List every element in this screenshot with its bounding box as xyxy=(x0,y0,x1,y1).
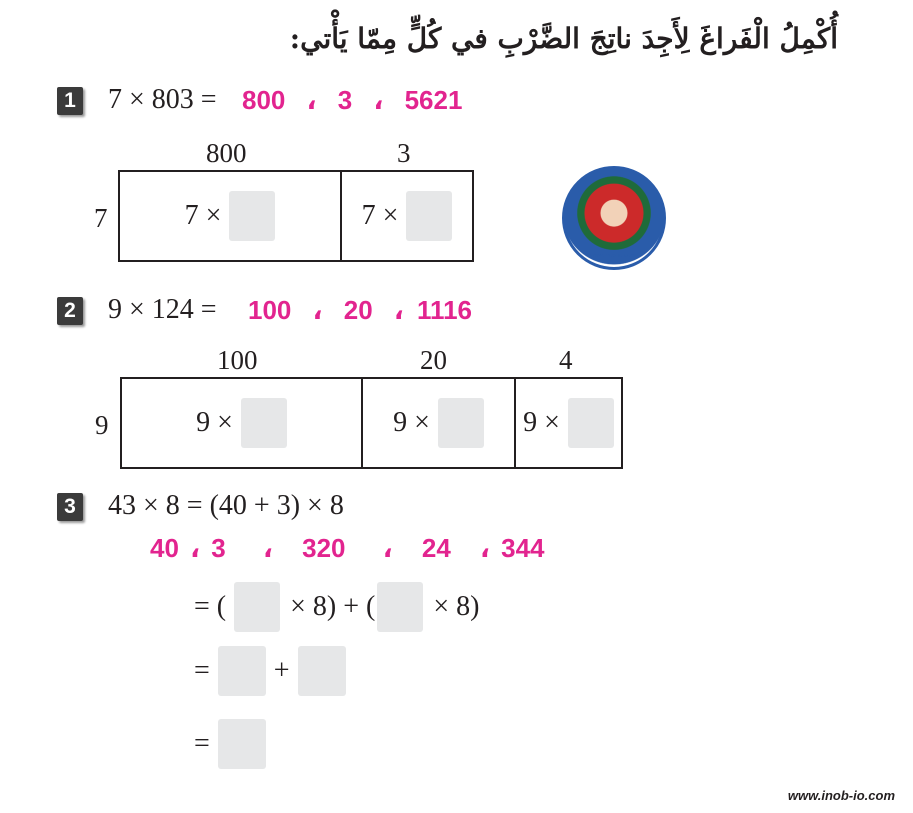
answer-blank[interactable] xyxy=(298,646,346,696)
answer-blank[interactable] xyxy=(218,646,266,696)
answer-blank[interactable] xyxy=(568,398,614,448)
q2-col-label-1: 100 xyxy=(217,345,258,375)
answer-separator: ، xyxy=(262,534,273,564)
q3-step-1-mid: × 8) + ( xyxy=(290,591,376,622)
answer-3-a: 40 xyxy=(150,533,179,563)
q2-cell-2 xyxy=(361,379,514,467)
q2-row-label: 9 xyxy=(95,410,109,440)
q1-col-label-1: 800 xyxy=(206,138,247,168)
question-2-answers xyxy=(248,295,472,326)
answer-blank[interactable] xyxy=(218,719,266,769)
answer-blank[interactable] xyxy=(234,582,280,632)
answer-3-e: 344 xyxy=(501,533,545,563)
seal-text: www.inob-io.com xyxy=(590,253,636,259)
answer-blank[interactable] xyxy=(438,398,484,448)
q2-cell-1 xyxy=(122,379,361,467)
answer-separator: ، xyxy=(312,296,323,326)
answer-1-b: 3 xyxy=(337,85,353,115)
q2-cell-2-label: 9 × xyxy=(393,407,430,438)
q2-col-label-3: 4 xyxy=(559,345,573,375)
answer-2-c: 1116 xyxy=(417,295,473,325)
q3-step-1 xyxy=(194,582,479,632)
q1-area-model xyxy=(118,170,474,262)
q1-row-label: 7 xyxy=(94,203,108,233)
question-1-number: 1 xyxy=(57,87,83,115)
q1-cell-1-label: 7 × xyxy=(184,200,222,231)
answer-blank[interactable] xyxy=(377,582,423,632)
answer-separator: ، xyxy=(373,86,384,116)
answer-separator: ، xyxy=(306,86,317,116)
question-2-equation: 9 × 124 = xyxy=(108,294,217,325)
answer-3-b: 3 xyxy=(211,533,226,563)
q2-col-label-2: 20 xyxy=(420,345,447,375)
q1-cell-2-label: 7 × xyxy=(361,200,399,231)
answer-separator: ، xyxy=(190,534,201,564)
q2-area-model xyxy=(120,377,623,469)
answer-2-b: 20 xyxy=(343,295,373,325)
question-1-answers xyxy=(242,85,462,116)
q2-cell-3-label: 9 × xyxy=(523,407,560,438)
answer-3-c: 320 xyxy=(302,533,346,563)
answer-2-a: 100 xyxy=(248,295,292,325)
question-3-equation: 43 × 8 = (40 + 3) × 8 xyxy=(108,490,344,521)
q1-col-label-2: 3 xyxy=(397,138,411,168)
answer-blank[interactable] xyxy=(229,191,275,241)
q3-step-1-open: = ( xyxy=(194,591,227,622)
q2-cell-1-label: 9 × xyxy=(196,407,233,438)
q3-step-3 xyxy=(194,719,266,769)
answer-3-d: 24 xyxy=(421,533,451,563)
answer-blank[interactable] xyxy=(241,398,287,448)
watermark-text: www.inob-io.com xyxy=(787,788,895,803)
answer-1-a: 800 xyxy=(242,85,286,115)
q3-step-3-eq: = xyxy=(194,728,210,759)
q3-step-2-eq: = xyxy=(194,655,210,686)
q1-cell-2 xyxy=(340,172,472,260)
answer-separator: ، xyxy=(382,534,393,564)
q3-step-1-end: × 8) xyxy=(433,591,480,622)
question-3-number: 3 xyxy=(57,493,83,521)
q1-cell-1 xyxy=(120,172,340,260)
answer-separator: ، xyxy=(393,296,404,326)
question-2-number: 2 xyxy=(57,297,83,325)
q3-step-2-plus: + xyxy=(273,655,290,686)
question-3-answers xyxy=(150,533,545,564)
answer-separator: ، xyxy=(480,534,490,564)
q3-step-2 xyxy=(194,646,346,696)
instruction-text: أُكْمِلُ الْفَراغَ لِأَجِدَ ناتِجَ الضَّرْبِ في كُلٍّ مِمّا يَأْتي: xyxy=(289,22,838,55)
q2-cell-3 xyxy=(514,379,621,467)
answer-blank[interactable] xyxy=(406,191,452,241)
answer-1-c: 5621 xyxy=(404,85,463,115)
question-1-equation: 7 × 803 = xyxy=(108,84,217,115)
